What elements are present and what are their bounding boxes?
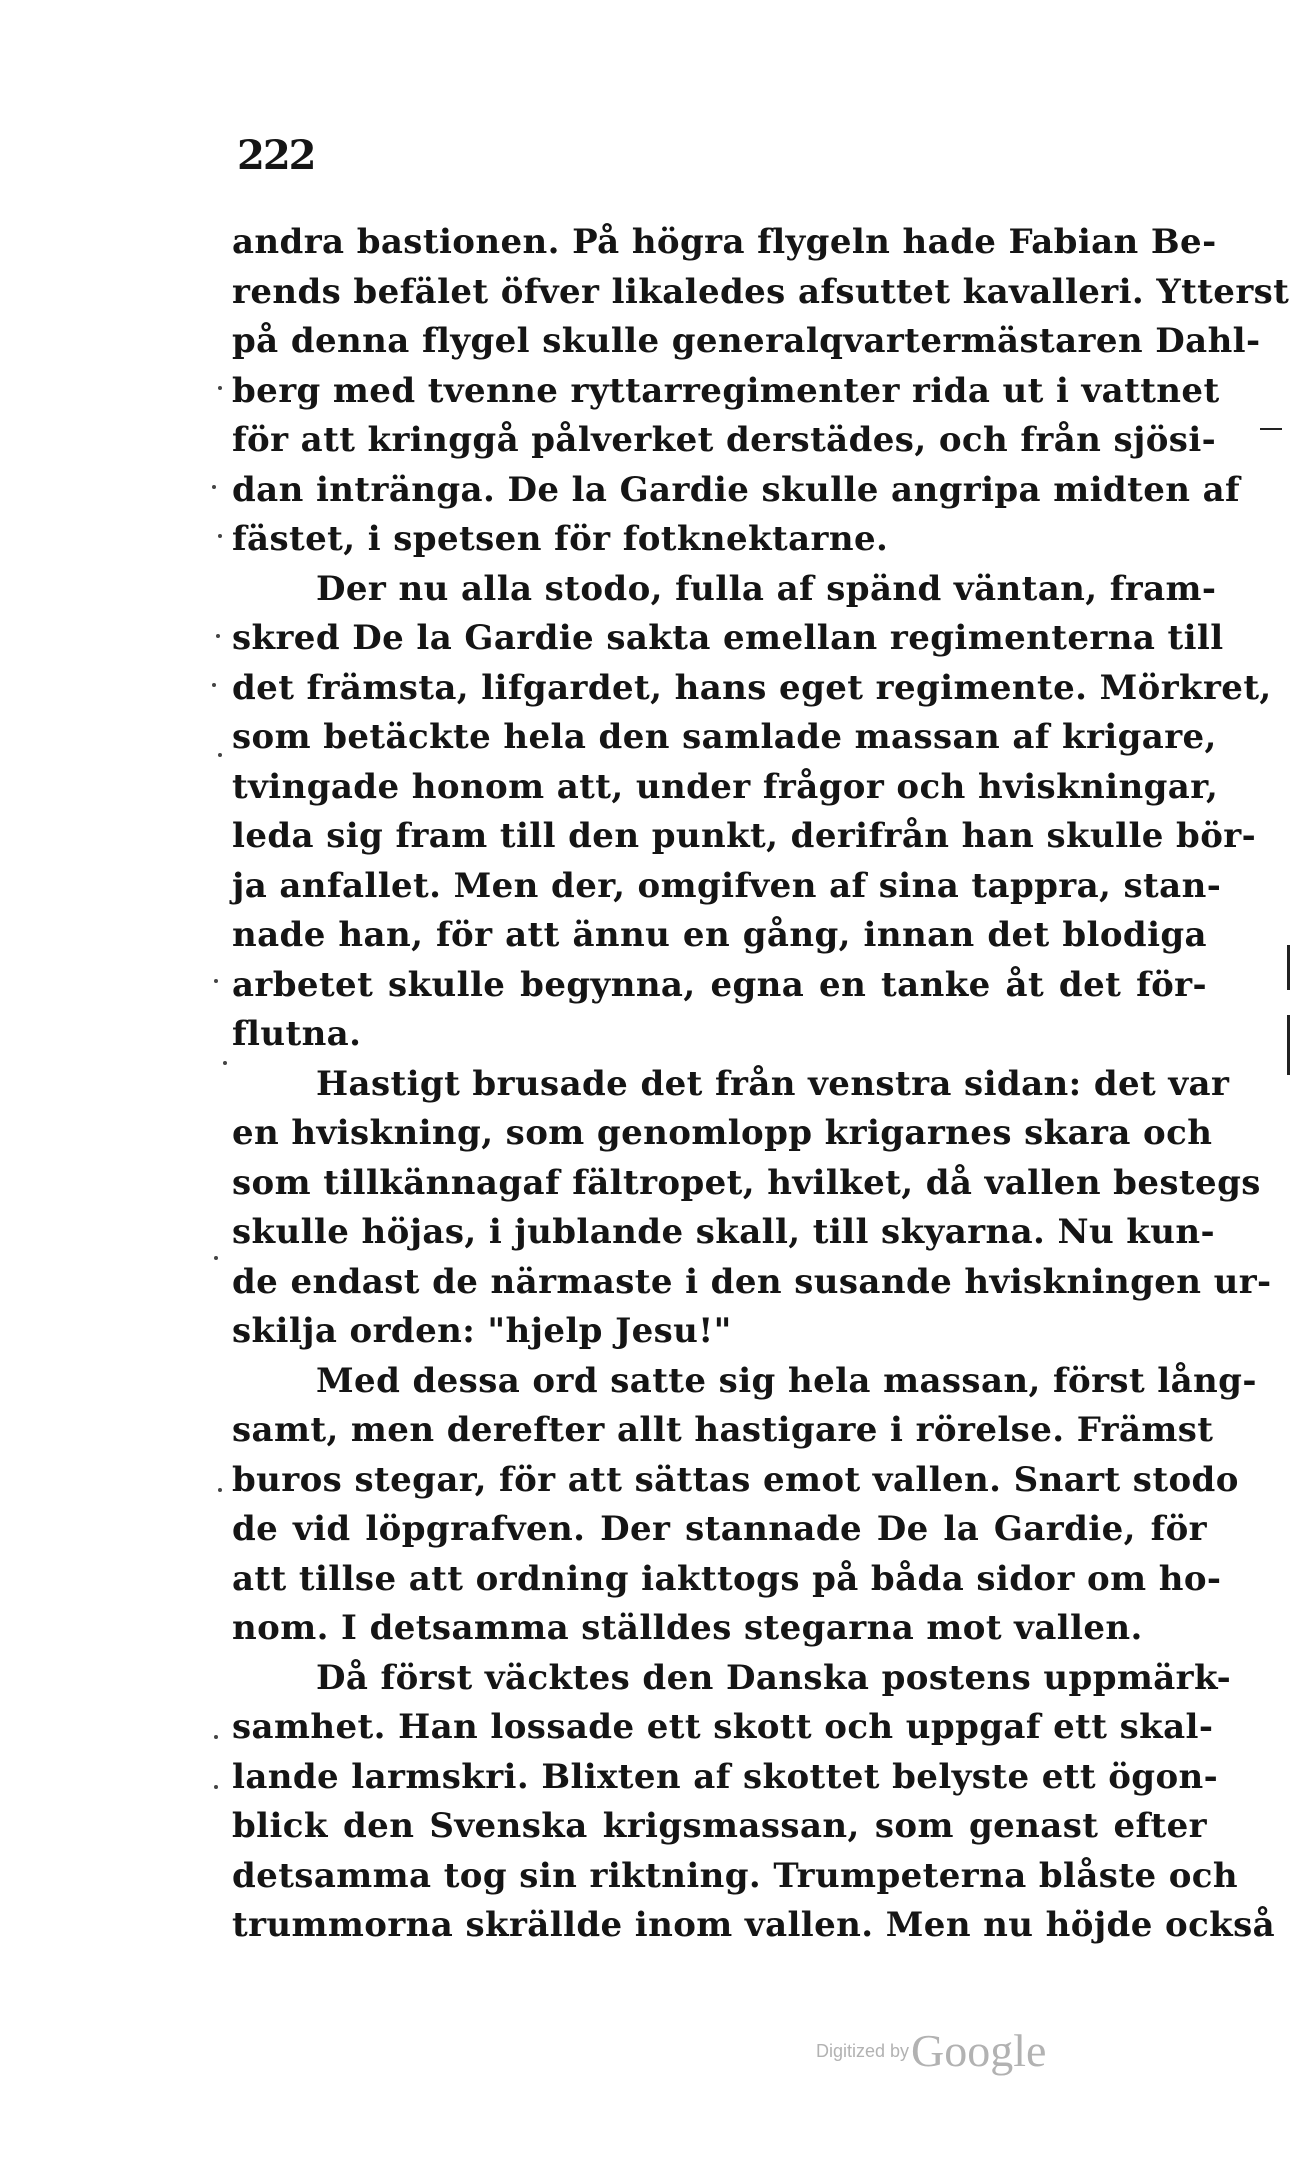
margin-speck xyxy=(218,534,222,538)
text-line: blick den Svenska krigsmassan, som genast efter xyxy=(232,1806,1207,1846)
text-line: buros stegar, för att sättas emot vallen. Snart stodo xyxy=(232,1459,1239,1500)
margin-speck xyxy=(214,1785,218,1789)
text-line: Hastigt brusade det från venstra sidan: det var xyxy=(316,1063,1230,1104)
text-line: arbetet skulle begynna, egna en tanke åt det för- xyxy=(232,964,1207,1005)
margin-speck xyxy=(214,979,218,983)
text-line: de vid löpgrafven. Der stannade De la Gardie, för xyxy=(232,1509,1207,1549)
text-line: det främsta, lifgardet, hans eget regimente. Mörkret, xyxy=(232,667,1272,708)
text-line: samhet. Han lossade ett skott och uppgaf ett skal- xyxy=(232,1707,1214,1747)
margin-speck xyxy=(216,634,220,638)
text-line: nom. I detsamma ställdes stegarna mot vallen. xyxy=(232,1608,1143,1648)
digitized-watermark xyxy=(816,2025,1047,2076)
text-line: som tillkännagaf fältropet, hvilket, då vallen bestegs xyxy=(232,1162,1261,1203)
margin-speck xyxy=(218,753,222,757)
text-line: de endast de närmaste i den susande hviskningen ur- xyxy=(232,1261,1272,1302)
google-logo: Google xyxy=(911,2025,1047,2076)
text-line: leda sig fram till den punkt, derifrån han skulle bör- xyxy=(232,816,1257,856)
text-line: skilja orden: "hjelp Jesu!" xyxy=(232,1311,732,1351)
text-line: rends befälet öfver likaledes afsuttet kavalleri. Ytterst xyxy=(232,271,1290,312)
text-line: berg med tvenne ryttarregimenter rida ut i vattnet xyxy=(232,370,1220,411)
edge-mark xyxy=(1287,945,1290,990)
body-text xyxy=(232,218,1290,1951)
text-line: lande larmskri. Blixten af skottet belyste ett ögon- xyxy=(232,1756,1219,1797)
text-line: Med dessa ord satte sig hela massan, först lång- xyxy=(316,1360,1257,1401)
text-line: nade han, för att ännu en gång, innan det blodiga xyxy=(232,915,1207,955)
text-line: fästet, i spetsen för fotknektarne. xyxy=(232,519,889,559)
text-line: för att kringgå pålverket derstädes, och från sjösi- xyxy=(232,420,1217,460)
edge-mark xyxy=(1260,428,1282,430)
margin-speck xyxy=(212,485,216,489)
text-line: detsamma tog sin riktning. Trumpeterna blåste och xyxy=(232,1855,1239,1896)
text-line: att tillse att ordning iakttogs på båda sidor om ho- xyxy=(232,1558,1222,1599)
text-line: samt, men derefter allt hastigare i rörelse. Främst xyxy=(232,1410,1214,1450)
text-line: Då först väcktes den Danska postens uppmärk- xyxy=(316,1657,1232,1698)
text-line: skulle höjas, i jublande skall, till skyarna. Nu kun- xyxy=(232,1212,1216,1252)
text-line: på denna flygel skulle generalqvartermästaren Dahl- xyxy=(232,321,1261,361)
text-line: flutna. xyxy=(232,1014,362,1054)
margin-speck xyxy=(214,1256,218,1260)
margin-speck xyxy=(218,1488,222,1492)
text-line: tvingade honom att, under frågor och hviskningar, xyxy=(232,766,1219,807)
text-line: som betäckte hela den samlade massan af krigare, xyxy=(232,717,1217,757)
text-line: trummorna skrällde inom vallen. Men nu höjde också xyxy=(232,1905,1276,1945)
text-line: en hviskning, som genomlopp krigarnes skara och xyxy=(232,1113,1213,1153)
text-line: dan intränga. De la Gardie skulle angripa midten af xyxy=(232,469,1241,510)
margin-speck xyxy=(214,1735,218,1739)
watermark-prefix: Digitized by xyxy=(816,2041,910,2061)
margin-speck xyxy=(218,386,222,390)
margin-speck xyxy=(212,683,216,687)
page-number: 222 xyxy=(237,132,315,179)
text-line: skred De la Gardie sakta emellan regimenterna till xyxy=(232,618,1224,658)
text-line: andra bastionen. På högra flygeln hade Fabian Be- xyxy=(232,222,1217,262)
margin-speck xyxy=(223,1061,227,1065)
text-line: Der nu alla stodo, fulla af spänd väntan, fram- xyxy=(316,568,1217,609)
text-line: ja anfallet. Men der, omgifven af sina tappra, stan- xyxy=(232,865,1222,906)
edge-mark xyxy=(1287,1015,1290,1075)
